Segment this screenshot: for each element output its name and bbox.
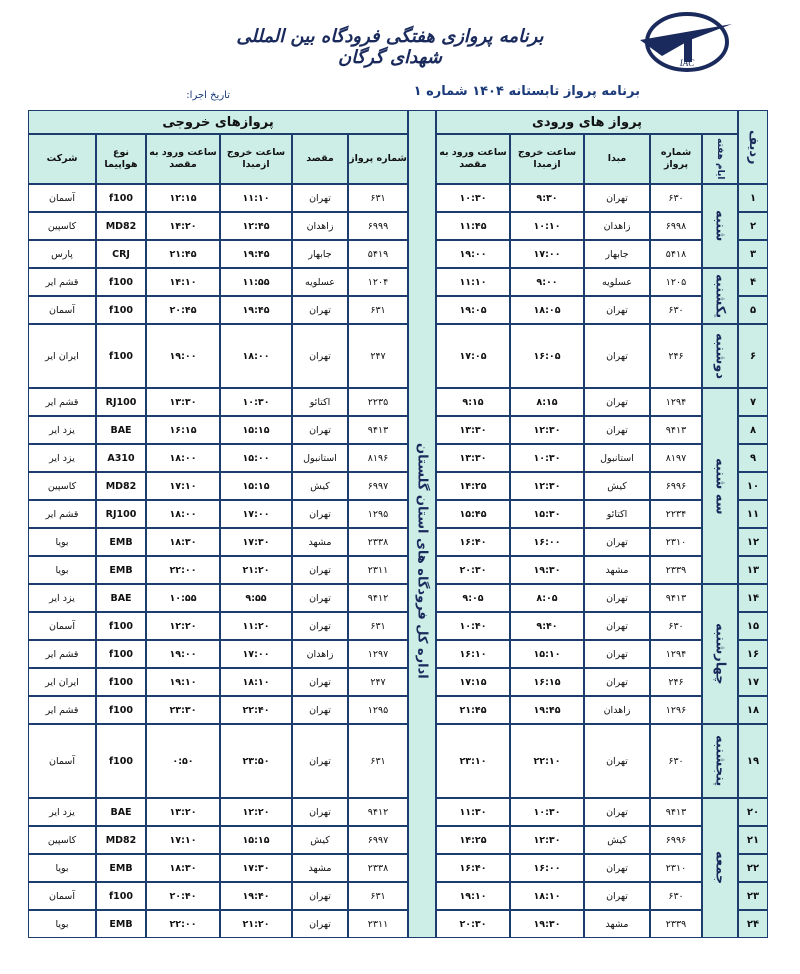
dep-cell: f100 — [96, 724, 146, 798]
flight-schedule-table — [28, 110, 768, 938]
schedule-subtitle: برنامه پرواز تابستانه ۱۴۰۴ شماره ۱ — [413, 84, 640, 99]
dep-cell: ۱۷:۳۰ — [220, 528, 292, 556]
dep-cell: ۲۱:۲۰ — [220, 910, 292, 938]
weekday-header: ایام هفته — [702, 134, 738, 184]
arr-cell: کیش — [584, 472, 650, 500]
dep-cell: آسمان — [28, 612, 96, 640]
dep-cell: آسمان — [28, 184, 96, 212]
dep-cell: ۱۲۹۷ — [348, 640, 408, 668]
weekday-cell: پنجشنبه — [702, 724, 738, 798]
dep-cell: ۲۲:۰۰ — [146, 556, 220, 584]
arr-cell: ۲۳۱۰ — [650, 528, 702, 556]
row-number: ۱۶ — [738, 640, 768, 668]
dep-cell: ۶۹۹۷ — [348, 472, 408, 500]
dep-cell: ۱۹:۰۰ — [146, 324, 220, 388]
row-number: ۱۸ — [738, 696, 768, 724]
dep-cell: ۱۸:۱۰ — [220, 668, 292, 696]
row-number: ۳ — [738, 240, 768, 268]
dep-cell: آسمان — [28, 296, 96, 324]
dep-cell: EMB — [96, 854, 146, 882]
arr-cell: ۲۴۶ — [650, 324, 702, 388]
arr-cell: ۶۳۰ — [650, 612, 702, 640]
dep-cell: MD82 — [96, 472, 146, 500]
row-number: ۱۱ — [738, 500, 768, 528]
dep-cell: RJ100 — [96, 500, 146, 528]
dep-cell: ۶۳۱ — [348, 296, 408, 324]
dep-cell: A310 — [96, 444, 146, 472]
dep-cell: ۱۹:۰۰ — [146, 640, 220, 668]
arr-cell: ۹۴۱۳ — [650, 584, 702, 612]
arr-cell: تهران — [584, 296, 650, 324]
dep-cell: f100 — [96, 640, 146, 668]
dep-cell: ۲۳۳۸ — [348, 528, 408, 556]
dep-cell: f100 — [96, 668, 146, 696]
dep-cell: تهران — [292, 612, 348, 640]
dep-cell: ۲۳۱۱ — [348, 910, 408, 938]
arr-cell: ۱۹:۳۰ — [510, 910, 584, 938]
arr-cell: ۱۰:۴۰ — [436, 612, 510, 640]
dep-cell: ایران ایر — [28, 324, 96, 388]
dep-cell: ۱۳:۲۰ — [146, 798, 220, 826]
arr-cell: ۲۴۶ — [650, 668, 702, 696]
dep-cell: ۹:۵۵ — [220, 584, 292, 612]
row-number: ۲۳ — [738, 882, 768, 910]
dep-cell: ۱۸:۳۰ — [146, 528, 220, 556]
arr-cell: تهران — [584, 668, 650, 696]
dep-cell: کاسپین — [28, 212, 96, 240]
arr-cell: ۱۹:۱۰ — [436, 882, 510, 910]
dep-cell: ۱۲۰۴ — [348, 268, 408, 296]
arr-cell: ۱۱:۴۵ — [436, 212, 510, 240]
arr-cell: تهران — [584, 798, 650, 826]
dep-cell: ۲۳:۳۰ — [146, 696, 220, 724]
arr-cell: ۱۵:۱۰ — [510, 640, 584, 668]
dep-cell: EMB — [96, 556, 146, 584]
arr-cell: ۱۶:۴۰ — [436, 528, 510, 556]
dep-cell: ۱۸:۰۰ — [146, 500, 220, 528]
weekday-cell: جمعه — [702, 798, 738, 938]
dep-cell: f100 — [96, 612, 146, 640]
dep-cell: ۱۴:۱۰ — [146, 268, 220, 296]
arr-cell: ۹۴۱۳ — [650, 416, 702, 444]
dep-cell: قشم ایر — [28, 500, 96, 528]
dep-cell: زاهدان — [292, 212, 348, 240]
dep-cell: ۹۴۱۳ — [348, 416, 408, 444]
dep-cell: قشم ایر — [28, 640, 96, 668]
dep-cell: آسمان — [28, 882, 96, 910]
dep-cell: ۲۳۱۱ — [348, 556, 408, 584]
dep-cell: تهران — [292, 882, 348, 910]
dep-cell: ۱۲۹۵ — [348, 696, 408, 724]
dep-cell: ۱۰:۵۵ — [146, 584, 220, 612]
dep-cell: کیش — [292, 472, 348, 500]
dep-cell: ۱۵:۱۵ — [220, 472, 292, 500]
arr-cell: ۱۷:۰۰ — [510, 240, 584, 268]
dep-cell: عسلویه — [292, 268, 348, 296]
arr-cell: ۲۱:۴۵ — [436, 696, 510, 724]
dep-cell: ۱۹:۴۵ — [220, 296, 292, 324]
arr-cell: ۱۴:۲۵ — [436, 472, 510, 500]
arr-cell: ۱۹:۳۰ — [510, 556, 584, 584]
dep-cell: EMB — [96, 910, 146, 938]
arr-cell: ۱۳:۳۰ — [436, 416, 510, 444]
arr-cell: ۱۲۹۶ — [650, 696, 702, 724]
dep-cell: ۱۲:۲۰ — [220, 798, 292, 826]
dep-header-1: مقصد — [292, 134, 348, 184]
arr-cell: ۵۴۱۸ — [650, 240, 702, 268]
arr-cell: ۸:۰۵ — [510, 584, 584, 612]
arr-cell: ۱۹:۰۰ — [436, 240, 510, 268]
weekday-cell: سه شنبه — [702, 388, 738, 584]
dep-header-4: نوع هواپیما — [96, 134, 146, 184]
dep-cell: ۲۲:۰۰ — [146, 910, 220, 938]
arr-cell: ۹۴۱۳ — [650, 798, 702, 826]
dep-cell: آسمان — [28, 724, 96, 798]
row-number: ۸ — [738, 416, 768, 444]
dep-cell: ۱۰:۳۰ — [220, 388, 292, 416]
row-number: ۲۲ — [738, 854, 768, 882]
arr-cell: ۸:۱۵ — [510, 388, 584, 416]
dep-cell: ۱۱:۵۵ — [220, 268, 292, 296]
dep-cell: ۱۹:۴۰ — [220, 882, 292, 910]
row-number: ۱۳ — [738, 556, 768, 584]
dep-cell: یزد ایر — [28, 798, 96, 826]
arr-cell: ۶۳۰ — [650, 724, 702, 798]
row-number: ۱۹ — [738, 724, 768, 798]
arr-cell: ۹:۳۰ — [510, 184, 584, 212]
dep-cell: تهران — [292, 556, 348, 584]
dep-cell: ۱۹:۱۰ — [146, 668, 220, 696]
dep-cell: یزد ایر — [28, 584, 96, 612]
dep-cell: ۱۵:۱۵ — [220, 826, 292, 854]
dep-cell: f100 — [96, 296, 146, 324]
dep-cell: ۱۲:۱۵ — [146, 184, 220, 212]
dep-cell: RJ100 — [96, 388, 146, 416]
arr-cell: ۱۵:۴۵ — [436, 500, 510, 528]
dep-cell: ۱۷:۰۰ — [220, 640, 292, 668]
arr-cell: ۶۳۰ — [650, 184, 702, 212]
arr-cell: ۱۲:۳۰ — [510, 472, 584, 500]
arr-cell: ۱۶:۰۰ — [510, 854, 584, 882]
row-number: ۲۰ — [738, 798, 768, 826]
arr-cell: ۱۶:۴۰ — [436, 854, 510, 882]
dep-cell: بویا — [28, 854, 96, 882]
row-number: ۱۰ — [738, 472, 768, 500]
arr-cell: ۱۷:۰۵ — [436, 324, 510, 388]
arr-cell: ۱۰:۳۰ — [510, 444, 584, 472]
dep-cell: ۱۲۹۵ — [348, 500, 408, 528]
row-number-header: ردیف — [738, 110, 768, 184]
dep-cell: f100 — [96, 696, 146, 724]
weekday-cell: چهارشنبه — [702, 584, 738, 724]
dep-cell: ایران ایر — [28, 668, 96, 696]
arr-cell: ۱۱:۳۰ — [436, 798, 510, 826]
arr-cell: ۱۹:۰۵ — [436, 296, 510, 324]
arr-cell: مشهد — [584, 910, 650, 938]
dep-cell: ۲۲:۴۰ — [220, 696, 292, 724]
dep-cell: ۲۱:۲۰ — [220, 556, 292, 584]
arr-cell: ۹:۱۵ — [436, 388, 510, 416]
arr-cell: ۶۹۹۶ — [650, 826, 702, 854]
dep-cell: BAE — [96, 416, 146, 444]
dep-cell: تهران — [292, 798, 348, 826]
dep-cell: ۱۳:۳۰ — [146, 388, 220, 416]
dep-cell: f100 — [96, 882, 146, 910]
arr-header-2: ساعت خروج ازمبدا — [510, 134, 584, 184]
dep-cell: تهران — [292, 324, 348, 388]
dep-header-5: شرکت — [28, 134, 96, 184]
arr-cell: زاهدان — [584, 696, 650, 724]
dep-cell: f100 — [96, 324, 146, 388]
dep-cell: بویا — [28, 556, 96, 584]
row-number: ۱۷ — [738, 668, 768, 696]
arr-cell: تهران — [584, 854, 650, 882]
dep-cell: بویا — [28, 910, 96, 938]
middle-org-label: اداره کل فرودگاه های استان گلستان — [414, 443, 430, 679]
dep-cell: یزد ایر — [28, 416, 96, 444]
dep-cell: ۶۳۱ — [348, 612, 408, 640]
arr-cell: عسلویه — [584, 268, 650, 296]
arr-cell: استانبول — [584, 444, 650, 472]
row-number: ۵ — [738, 296, 768, 324]
row-number: ۲۱ — [738, 826, 768, 854]
arr-cell: ۲۲:۱۰ — [510, 724, 584, 798]
arr-cell: ۹:۰۰ — [510, 268, 584, 296]
dep-cell: تهران — [292, 696, 348, 724]
row-number: ۷ — [738, 388, 768, 416]
arr-cell: جابهار — [584, 240, 650, 268]
arr-cell: ۶۳۰ — [650, 296, 702, 324]
dep-cell: ۱۲:۴۵ — [220, 212, 292, 240]
weekday-cell: یکشنبه — [702, 268, 738, 324]
arr-cell: ۱۲۹۴ — [650, 640, 702, 668]
dep-cell: ۶۳۱ — [348, 184, 408, 212]
dep-cell: ۱۱:۲۰ — [220, 612, 292, 640]
arr-cell: ۱۶:۱۰ — [436, 640, 510, 668]
dep-cell: ۹۴۱۲ — [348, 798, 408, 826]
arr-cell: تهران — [584, 584, 650, 612]
dep-cell: جابهار — [292, 240, 348, 268]
dep-cell: ۶۹۹۹ — [348, 212, 408, 240]
dep-cell: ۶۹۹۷ — [348, 826, 408, 854]
dep-cell: ۲۰:۴۵ — [146, 296, 220, 324]
dep-cell: ۱۷:۱۰ — [146, 472, 220, 500]
dep-cell: ۶۳۱ — [348, 724, 408, 798]
arr-cell: ۲۳۳۹ — [650, 910, 702, 938]
arrivals-title: پرواز های ورودی — [436, 110, 738, 134]
arr-cell: زاهدان — [584, 212, 650, 240]
dep-header-3: ساعت ورود به مقصد — [146, 134, 220, 184]
arr-cell: ۱۲۹۴ — [650, 388, 702, 416]
dep-cell: ۲۲۳۵ — [348, 388, 408, 416]
arr-cell: ۱۵:۳۰ — [510, 500, 584, 528]
arr-cell: تهران — [584, 882, 650, 910]
dep-cell: کاسپین — [28, 826, 96, 854]
row-number: ۶ — [738, 324, 768, 388]
dep-cell: تهران — [292, 724, 348, 798]
dep-cell: ۲۳۳۸ — [348, 854, 408, 882]
arr-cell: ۹:۴۰ — [510, 612, 584, 640]
arr-cell: تهران — [584, 612, 650, 640]
departures-title: پروازهای خروجی — [28, 110, 408, 134]
arr-cell: ۱۹:۴۵ — [510, 696, 584, 724]
dep-cell: ۱۹:۴۵ — [220, 240, 292, 268]
arr-cell: ۶۹۹۶ — [650, 472, 702, 500]
dep-cell: ۵۴۱۹ — [348, 240, 408, 268]
arr-cell: ۱۲:۳۰ — [510, 416, 584, 444]
arr-cell: کیش — [584, 826, 650, 854]
arr-cell: ۱۰:۳۰ — [436, 184, 510, 212]
dep-cell: تهران — [292, 668, 348, 696]
arr-cell: ۲۲۳۴ — [650, 500, 702, 528]
dep-cell: قشم ایر — [28, 388, 96, 416]
arr-cell: ۱۰:۳۰ — [510, 798, 584, 826]
arr-cell: ۱۷:۱۵ — [436, 668, 510, 696]
weekday-cell: دوشنبه — [702, 324, 738, 388]
dep-cell: ۱۷:۰۰ — [220, 500, 292, 528]
dep-cell: زاهدان — [292, 640, 348, 668]
arr-cell: ۱۲۰۵ — [650, 268, 702, 296]
dep-cell: ۰:۵۰ — [146, 724, 220, 798]
dep-header-0: شماره پرواز — [348, 134, 408, 184]
arr-cell: ۱۳:۳۰ — [436, 444, 510, 472]
dep-cell: ۶۳۱ — [348, 882, 408, 910]
arr-cell: تهران — [584, 388, 650, 416]
dep-cell: ۱۶:۱۵ — [146, 416, 220, 444]
dep-cell: کیش — [292, 826, 348, 854]
dep-cell: ۱۴:۲۰ — [146, 212, 220, 240]
arr-header-3: ساعت ورود به مقصد — [436, 134, 510, 184]
dep-cell: اکتائو — [292, 388, 348, 416]
dep-cell: بویا — [28, 528, 96, 556]
arr-cell: تهران — [584, 184, 650, 212]
page-title: برنامه پروازی هفتگی فرودگاه بین المللی شهدای گرگان — [236, 26, 544, 68]
arr-cell: ۲۳۳۹ — [650, 556, 702, 584]
dep-cell: BAE — [96, 584, 146, 612]
arr-cell: ۱۶:۰۰ — [510, 528, 584, 556]
row-number: ۲۴ — [738, 910, 768, 938]
dep-cell: تهران — [292, 416, 348, 444]
dep-cell: پارس — [28, 240, 96, 268]
arr-cell: ۶۳۰ — [650, 882, 702, 910]
arr-cell: تهران — [584, 724, 650, 798]
dep-cell: ۱۲:۲۰ — [146, 612, 220, 640]
dep-cell: MD82 — [96, 826, 146, 854]
row-number: ۱۵ — [738, 612, 768, 640]
dep-cell: قشم ایر — [28, 268, 96, 296]
dep-cell: مشهد — [292, 854, 348, 882]
arr-cell: ۲۳:۱۰ — [436, 724, 510, 798]
dep-cell: ۱۵:۰۰ — [220, 444, 292, 472]
dep-cell: یزد ایر — [28, 444, 96, 472]
arr-cell: ۲۳۱۰ — [650, 854, 702, 882]
dep-cell: تهران — [292, 500, 348, 528]
arr-cell: تهران — [584, 640, 650, 668]
execution-date-label: تاریخ اجرا: — [186, 90, 230, 101]
dep-cell: تهران — [292, 184, 348, 212]
row-number: ۴ — [738, 268, 768, 296]
dep-cell: f100 — [96, 268, 146, 296]
dep-cell: مشهد — [292, 528, 348, 556]
row-number: ۲ — [738, 212, 768, 240]
arr-cell: ۱۶:۱۵ — [510, 668, 584, 696]
arr-cell: تهران — [584, 528, 650, 556]
dep-cell: ۲۴۷ — [348, 324, 408, 388]
dep-cell: ۱۸:۳۰ — [146, 854, 220, 882]
arr-cell: ۱۶:۰۵ — [510, 324, 584, 388]
dep-cell: ۱۵:۱۵ — [220, 416, 292, 444]
dep-cell: ۱۷:۱۰ — [146, 826, 220, 854]
dep-cell: f100 — [96, 184, 146, 212]
arr-header-0: شماره پرواز — [650, 134, 702, 184]
arr-cell: ۲۰:۳۰ — [436, 910, 510, 938]
arr-cell: ۱۴:۲۵ — [436, 826, 510, 854]
dep-cell: CRJ — [96, 240, 146, 268]
dep-cell: MD82 — [96, 212, 146, 240]
dep-cell: ۱۸:۰۰ — [146, 444, 220, 472]
arr-cell: ۶۹۹۸ — [650, 212, 702, 240]
arr-cell: ۱۰:۱۰ — [510, 212, 584, 240]
row-number: ۹ — [738, 444, 768, 472]
dep-cell: تهران — [292, 584, 348, 612]
dep-cell: ۲۳:۵۰ — [220, 724, 292, 798]
dep-cell: EMB — [96, 528, 146, 556]
weekday-cell: شنبه — [702, 184, 738, 268]
row-number: ۱۲ — [738, 528, 768, 556]
logo-text: IAC — [679, 58, 695, 68]
dep-cell: ۲۴۷ — [348, 668, 408, 696]
arr-cell: تهران — [584, 416, 650, 444]
arr-cell: تهران — [584, 324, 650, 388]
arr-cell: ۹:۰۵ — [436, 584, 510, 612]
arr-cell: ۸۱۹۷ — [650, 444, 702, 472]
dep-cell: ۸۱۹۶ — [348, 444, 408, 472]
dep-cell: ۱۷:۳۰ — [220, 854, 292, 882]
dep-cell: تهران — [292, 910, 348, 938]
dep-cell: ۱۱:۱۰ — [220, 184, 292, 212]
arr-cell: ۱۸:۰۵ — [510, 296, 584, 324]
dep-cell: ۹۴۱۲ — [348, 584, 408, 612]
airport-logo — [632, 10, 742, 74]
arr-cell: ۱۲:۳۰ — [510, 826, 584, 854]
row-number: ۱۴ — [738, 584, 768, 612]
arr-cell: مشهد — [584, 556, 650, 584]
arr-cell: ۱۸:۱۰ — [510, 882, 584, 910]
dep-cell: استانبول — [292, 444, 348, 472]
dep-cell: کاسپین — [28, 472, 96, 500]
arr-cell: اکتائو — [584, 500, 650, 528]
dep-cell: ۱۸:۰۰ — [220, 324, 292, 388]
arr-header-1: مبدا — [584, 134, 650, 184]
dep-cell: قشم ایر — [28, 696, 96, 724]
arr-cell: ۱۱:۱۰ — [436, 268, 510, 296]
arr-cell: ۲۰:۳۰ — [436, 556, 510, 584]
dep-cell: ۲۱:۴۵ — [146, 240, 220, 268]
row-number: ۱ — [738, 184, 768, 212]
dep-cell: ۲۰:۴۰ — [146, 882, 220, 910]
dep-cell: BAE — [96, 798, 146, 826]
dep-cell: تهران — [292, 296, 348, 324]
dep-header-2: ساعت خروج ازمبدا — [220, 134, 292, 184]
